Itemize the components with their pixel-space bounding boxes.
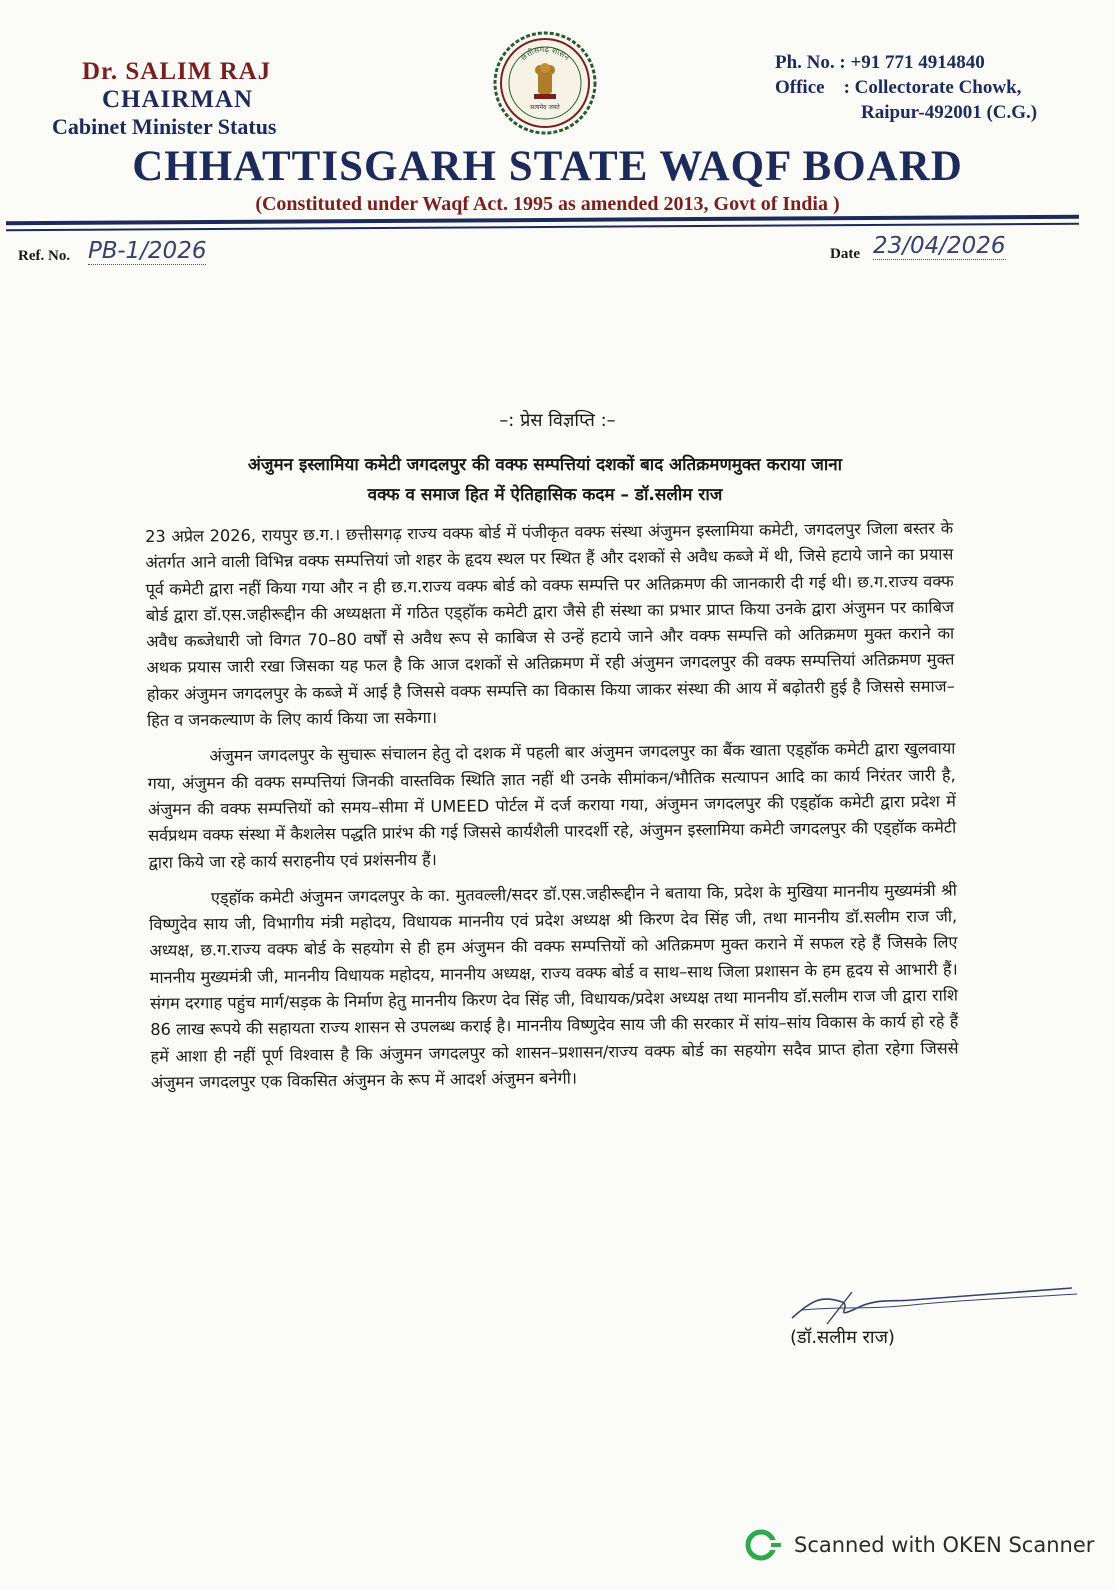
svg-text:छत्तीसगढ़ शासन: छत्तीसगढ़ शासन [518, 44, 572, 63]
press-headline [130, 450, 960, 510]
headline-line-1: अंजुमन इस्लामिया कमेटी जगदलपुर की वक्फ सम्पत्तियां दशकों बाद अतिक्रमणमुक्त कराया जाना [247, 455, 843, 475]
phone-number: +91 771 4914840 [850, 52, 985, 73]
paragraph-3: एड्हॉक कमेटी अंजुमन जगदलपुर के का. मुतवल्ली/सदर डॉ.एस.जहीरूद्दीन ने बताया कि, प्रदेश के मुखिया माननीय मुख्यमंत्री श्री विष्णुदेव साय जी, विभागीय मंत्री महोदय, विधायक माननीय एवं प्रदेश अध्यक्ष श्री किरण देव सिंह जी, तथा माननीय डॉ.सलीम राज जी, अध्यक्ष, छ.ग.राज्य वक्फ बोर्ड के सहयोग से ही हम अंजुमन की वक्फ सम्पत्तियों को अतिक्रमण मुक्त कराने में सफल रहे हैं जिसके लिए माननीय मुख्यमंत्री जी, माननीय विधायक महोदय, माननीय अध्यक्ष, राज्य वक्फ बोर्ड व साथ–साथ जिला प्रशासन के हम हृदय से आभारी हैं। संगम दरगाह पहुंच मार्ग/सड़क के निर्माण हेतु माननीय किरण देव सिंह जी, विधायक/प्रदेश अध्यक्ष तथा माननीय डॉ.सलीम राज जी द्वारा राशि 86 लाख रूपये की सहायता राज्य शासन से उपलब्ध कराई है। माननीय विष्णुदेव साय जी की सरकार में सांय–सांय विकास के कार्य हो रहे हैं हमें आशा ही नहीं पूर्ण विश्वास है कि अंजुमन जगदलपुर को शासन–प्रशासन/राज्य वक्फ बोर्ड का सहयोग सदैव प्राप्त होता रहेगा जिससे अंजुमन जगदलपुर एक विकसित अंजुमन के रूप में आदर्श अंजुमन बनेगी। [149, 880, 959, 1092]
chairman-status: Cabinet Minister Status [52, 114, 277, 139]
state-emblem-seal [492, 30, 598, 136]
handwritten-signature [782, 1280, 1082, 1330]
phone-label: Ph. No. : [775, 52, 846, 73]
paragraph-2: अंजुमन जगदलपुर के सुचारू संचालन हेतु दो दशक में पहली बार अंजुमन जगदलपुर का बैंक खाता एड्हॉक कमेटी द्वारा खुलवाया गया, अंजुमन की वक्फ सम्पत्तियां जिनकी वास्तविक स्थिति ज्ञात नहीं थी उनके सीमांकन/भौतिक सत्यापन आदि का कार्य निरंतर जारी है, अंजुमन की वक्फ सम्पत्तियों को समय–सीमा में UMEED पोर्टल में दर्ज कराया गया, अंजुमन जगदलपुर की एड्हॉक कमेटी द्वारा प्रदेश में सर्वप्रथम वक्फ संस्था में कैशलेस पद्धति प्रारंभ की गई जिससे कार्यशैली पारदर्शी रहे, अंजुमन इस्लामिया कमेटी जगदलपुर की एड्हॉक कमेटी द्वारा किये जा रहे कार्य सराहनीय एवं प्रशंसनीय हैं। [147, 738, 957, 872]
press-body [145, 516, 959, 1107]
contact-block [775, 50, 1037, 125]
headline-line-2: वक्फ व समाज हित में ऐतिहासिक कदम – डॉ.सलीम राज [367, 485, 723, 505]
office-label: Office [775, 77, 825, 98]
board-name: CHHATTISGARH STATE WAQF BOARD [132, 143, 963, 190]
paragraph-1: 23 अप्रेल 2026, रायपुर छ.ग.। छत्तीसगढ़ राज्य वक्फ बोर्ड में पंजीकृत वक्फ संस्था अंजुमन इस्लामिया कमेटी, जगदलपुर जिला बस्तर के अंतर्गत आने वाली विभिन्न वक्फ सम्पत्तियां जो शहर के हृदय स्थल पर स्थित हैं और दशकों से अवैध कब्जे में थी, जिसे हटाये जाने का प्रयास पूर्व कमेटी द्वारा नहीं किया गया और न ही छ.ग.राज्य वक्फ बोर्ड को वक्फ सम्पत्ति पर अतिक्रमण की जानकारी दी गई थी। छ.ग.राज्य वक्फ बोर्ड द्वारा डॉ.एस.जहीरूद्दीन की अध्यक्षता में गठित एड्हॉक कमेटी द्वारा जैसे ही संस्था का प्रभार प्राप्त किया उनके द्वारा अंजुमन पर काबिज अवैध कब्जेधारी जो विगत 70–80 वर्षों से अवैध रूप से काबिज से उन्हें हटाये जाने और वक्फ सम्पत्ति को अतिक्रमण मुक्त कराने का अथक प्रयास जारी रखा जिसका यह फल है कि आज दशकों से अतिक्रमण में रही अंजुमन जगदलपुर की वक्फ सम्पत्तियां अतिक्रमण मुक्त होकर अंजुमन जगदलपुर के कब्जे में आई है जिससे वक्फ सम्पत्ति का विकास किया जाकर संस्था की आय में बढ़ोतरी हुई है जिससे समाज–हित व जनकल्याण के लिए कार्य किया जा सकेगा। [145, 518, 955, 731]
date-value: 23/04/2026 [873, 233, 1006, 259]
office-address-line2: Raipur-492001 (C.G.) [861, 102, 1038, 123]
ref-number: PB-1/2026 [88, 238, 207, 264]
scanner-logo-icon [744, 1528, 784, 1562]
press-release-heading: –: प्रेस विज्ञप्ति :– [499, 410, 616, 431]
office-address-line1: : Collectorate Chowk, [843, 77, 1022, 98]
chairman-name: Dr. SALIM RAJ [82, 58, 272, 85]
ref-label: Ref. No. [18, 248, 71, 264]
date-label: Date [830, 246, 860, 262]
emblem-motto: सत्यमेव जयते [530, 104, 560, 111]
scanner-text: Scanned with OKEN Scanner [794, 1533, 1095, 1557]
signatory-name: (डॉ.सलीम राज) [790, 1327, 895, 1348]
chairman-title: CHAIRMAN [102, 86, 254, 113]
board-subtitle: (Constituted under Waqf Act. 1995 as amended 2013, Govt of India ) [255, 193, 840, 215]
scanner-watermark [744, 1528, 1094, 1562]
